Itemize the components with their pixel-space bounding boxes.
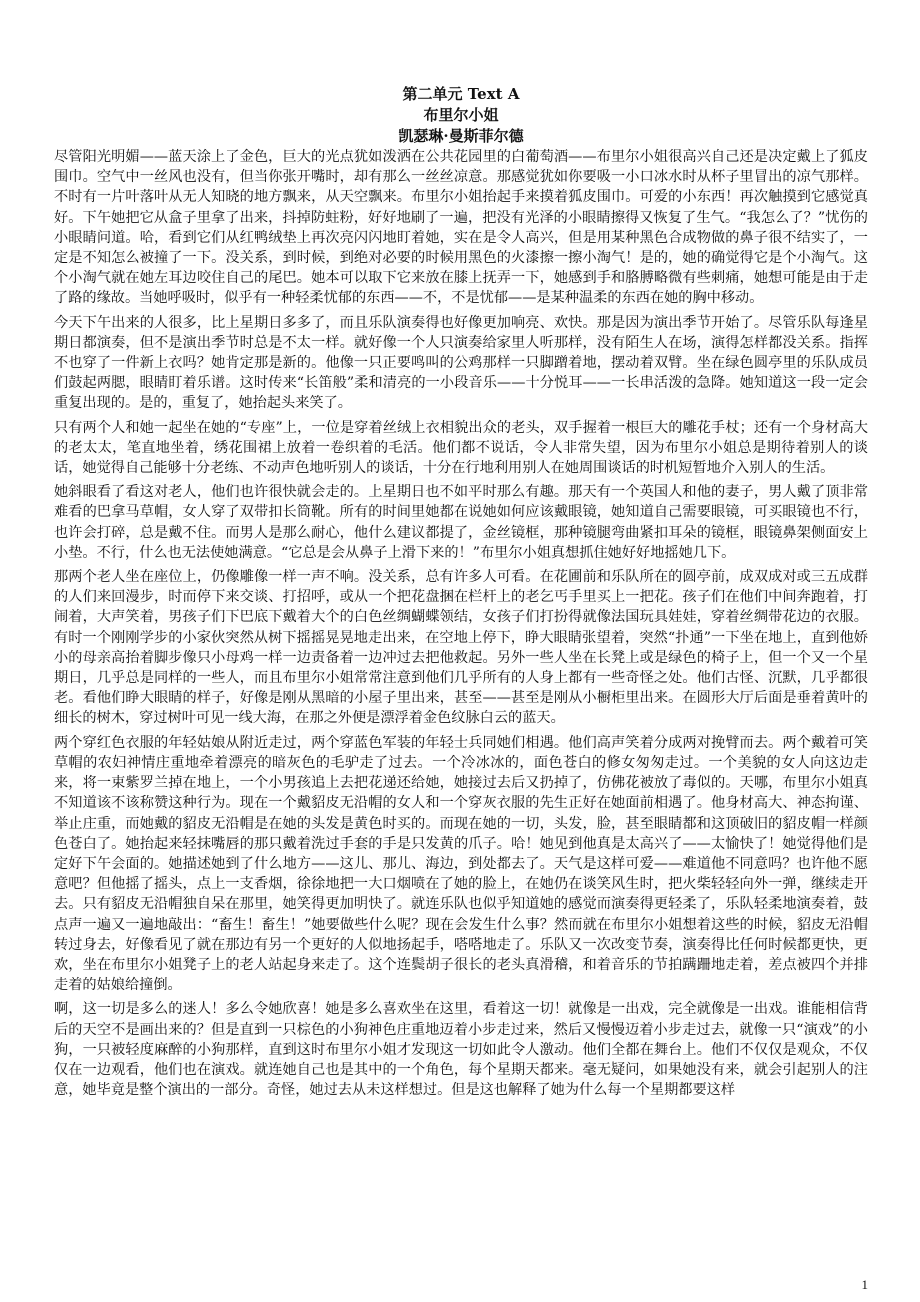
paragraph: 那两个老人坐在座位上，仍像雕像一样一声不响。没关系，总有许多人可看。在花圃前和乐队所在的圆亭前，成双成对或三五成群的人们来回漫步，时而停下来交谈、打招呼，或从一个把花盘捆在栏杆上的老乞丐手里买上一把花。孩子们在他们中间奔跑着，打闹着，大声笑着，男孩子们下巴底下戴着大个的白色丝绸蝴蝶领结，女孩子们打扮得就像法国玩具娃娃，穿着丝绸带花边的衣服。有时一个刚刚学步的小家伙突然从树下摇摇晃晃地走出来，在空地上停下，睁大眼睛张望着，突然“扑通”一下坐在地上，直到他娇小的母亲高抬着脚步像只小母鸡一样一边责备着一边冲过去把他救起。另外一些人坐在长凳上或是绿色的椅子上，但一个又一个星期日，几乎总是同样的一些人，而且布里尔小姐常常注意到他们几乎所有的人身上都有一些奇怪之处。他们古怪、沉默，几乎都很老。看他们睁大眼睛的样子，好像是刚从黑暗的小屋子里出来，甚至——甚至是刚从小橱柜里出来。在圆形大厅后面是垂着黄叶的细长的树木，穿过树叶可见一线大海，在那之外便是漂浮着金色纹脉白云的蓝天。 xyxy=(54,569,868,727)
paragraph: 她斜眼看了看这对老人，他们也许很快就会走的。上星期日也不如平时那么有趣。那天有一个英国人和他的妻子，男人戴了顶非常难看的巴拿马草帽，女人穿了双带扣长筒靴。所有的时间里她都在说她如何应该戴眼镜，她知道自己需要眼镜，可买眼镜也不行，也许会打碎，总是戴不住。而男人是那么耐心，他什么建议都提了，金丝镜框，那种镜腿弯曲紧扣耳朵的镜框，眼镜鼻架侧面安上小垫。不行，什么也无法使她满意。“它总是会从鼻子上滑下来的！”布里尔小姐真想抓住她好好地摇她几下。 xyxy=(54,484,868,561)
document-header xyxy=(54,84,868,147)
page-number: 1 xyxy=(861,1277,868,1292)
paragraph: 两个穿红色衣服的年轻姑娘从附近走过，两个穿蓝色军装的年轻士兵同她们相遇。他们高声笑着分成两对挽臂而去。两个戴着可笑草帽的农妇神情庄重地牵着漂亮的暗灰色的毛驴走了过去。一个冷冰冰的，面色苍白的修女匆匆走过。一个美貌的女人向这边走来，将一束紫罗兰掉在地上，一个小男孩追上去把花递还给她，她接过去后又扔掉了，仿佛花被放了毒似的。天哪，布里尔小姐真不知道该不该称赞这种行为。现在一个戴貂皮无沿帽的女人和一个穿灰衣服的先生正好在她面前相遇了。他身材高大、神态拘谨、举止庄重，而她戴的貂皮无沿帽是在她的头发是黄色时买的。而现在她的一切，头发，脸，甚至眼睛都和这顶破旧的貂皮帽一样颜色苍白了。她抬起来轻抹嘴唇的那只戴着洗过手套的手是只发黄的爪子。哈！她见到他真是太高兴了——太愉快了！她觉得他们是定好下午会面的。她描述她到了什么地方——这儿、那儿、海边，到处都去了。天气是这样可爱——难道他不同意吗？也许他不愿意吧？但他摇了摇头，点上一支香烟，徐徐地把一大口烟喷在了她的脸上，在她仍在谈笑风生时，把火柴轻轻向外一弹，继续走开去。只有貂皮无沿帽独自呆在那里，她笑得更加明快了。就连乐队也似乎知道她的感觉而演奏得更轻柔了，乐队轻柔地演奏着，鼓点声一遍又一遍地敲出：“畜生！畜生！”她要做些什么呢？现在会发生什么事？然而就在布里尔小姐想着这些的时候，貂皮无沿帽转过身去，好像看见了就在那边有另一个更好的人似地扬起手，嗒嗒地走了。乐队又一次改变节奏，演奏得比任何时候都更快，更欢，坐在布里尔小姐凳子上的老人站起身来走了。这个连鬓胡子很长的老头真滑稽，和着音乐的节拍蹒跚地走着，差点被四个并排走着的姑娘给撞倒。 xyxy=(54,734,868,994)
story-title: 布里尔小姐 xyxy=(423,106,499,124)
paragraph: 啊，这一切是多么的迷人！多么令她欣喜！她是多么喜欢坐在这里，看着这一切！就像是一出戏，完全就像是一出戏。谁能相信背后的天空不是画出来的？但是直到一只棕色的小狗神色庄重地迈着小步走过来，然后又慢慢迈着小步走过去，就像一只“演戏”的小狗，一只被轻度麻醉的小狗那样，直到这时布里尔小姐才发现这一切如此令人激动。他们全都在舞台上。他们不仅仅是观众，不仅仅在一边观看，他们也在演戏。就连她自己也是其中的一个角色，每个星期天都来。毫无疑问，如果她没有来，就会引起别人的注意，她毕竟是整个演出的一部分。奇怪，她过去从未这样想过。但是这也解释了她为什么每一个星期都要这样 xyxy=(54,1001,868,1099)
author-name: 凯瑟琳·曼斯菲尔德 xyxy=(398,127,524,145)
document-body xyxy=(54,147,868,1100)
paragraph: 今天下午出来的人很多，比上星期日多多了，而且乐队演奏得也好像更加响亮、欢快。那是因为演出季节开始了。尽管乐队每逢星期日都演奏，但不是演出季节时总是不太一样。就好像一个人只演奏给家里人听那样，没有陌生人在场，演得怎样都没关系。指挥不也穿了一件新上衣吗？她肯定那是新的。他像一只正要鸣叫的公鸡那样一只脚蹭着地，摆动着双臂。坐在绿色圆亭里的乐队成员们鼓起两腮，眼睛盯着乐谱。这时传来“长笛般”柔和清亮的一小段音乐——十分悦耳——一长串活泼的急降。她知道这一段一定会重复出现的。是的，重复了，她抬起头来笑了。 xyxy=(54,314,868,412)
paragraph: 尽管阳光明媚——蓝天涂上了金色，巨大的光点犹如泼洒在公共花园里的白葡萄酒——布里尔小姐很高兴自己还是决定戴上了狐皮围巾。空气中一丝风也没有，但当你张开嘴时，却有那么一丝丝凉意。那感觉犹如你要吸一小口冰水时从杯子里冒出的凉气那样。不时有一片叶落叶从无人知晓的地方飘来，从天空飘来。布里尔小姐抬起手来摸着狐皮围巾。可爱的小东西！再次触摸到它感觉真好。下午她把它从盒子里拿了出来，抖掉防蛀粉，好好地刷了一遍，把没有光泽的小眼睛擦得又恢复了生气。“我怎么了？”忧伤的小眼睛问道。哈，看到它们从红鸭绒垫上再次亮闪闪地盯着她，实在是令人高兴，但是用某种黑色合成物做的鼻子很不结实了，一定是不知怎么被撞了一下。没关系，到时候，到绝对必要的时候用黑色的火漆擦一擦小淘气！是的，她的确觉得它是个小淘气。这个小淘气就在她左耳边咬住自己的尾巴。她本可以取下它来放在膝上抚弄一下，她感到手和胳膊略微有些刺痛，她想可能是由于走了路的缘故。当她呼吸时，似乎有一种轻柔忧郁的东西——不，不是忧郁——是某种温柔的东西在她的胸中移动。 xyxy=(54,149,868,307)
unit-heading: 第二单元 Text A xyxy=(402,85,520,103)
paragraph: 只有两个人和她一起坐在她的“专座”上，一位是穿着丝绒上衣相貌出众的老头，双手握着一根巨大的雕花手杖；还有一个身材高大的老太太，笔直地坐着，绣花围裙上放着一卷织着的毛活。他们都不说话，令人非常失望，因为布里尔小姐总是期待着别人的谈话，她觉得自己能够十分老练、不动声色地听别人的谈话，十分在行地利用别人在她周围谈话的时机短暂地介入别人的生活。 xyxy=(54,419,868,477)
